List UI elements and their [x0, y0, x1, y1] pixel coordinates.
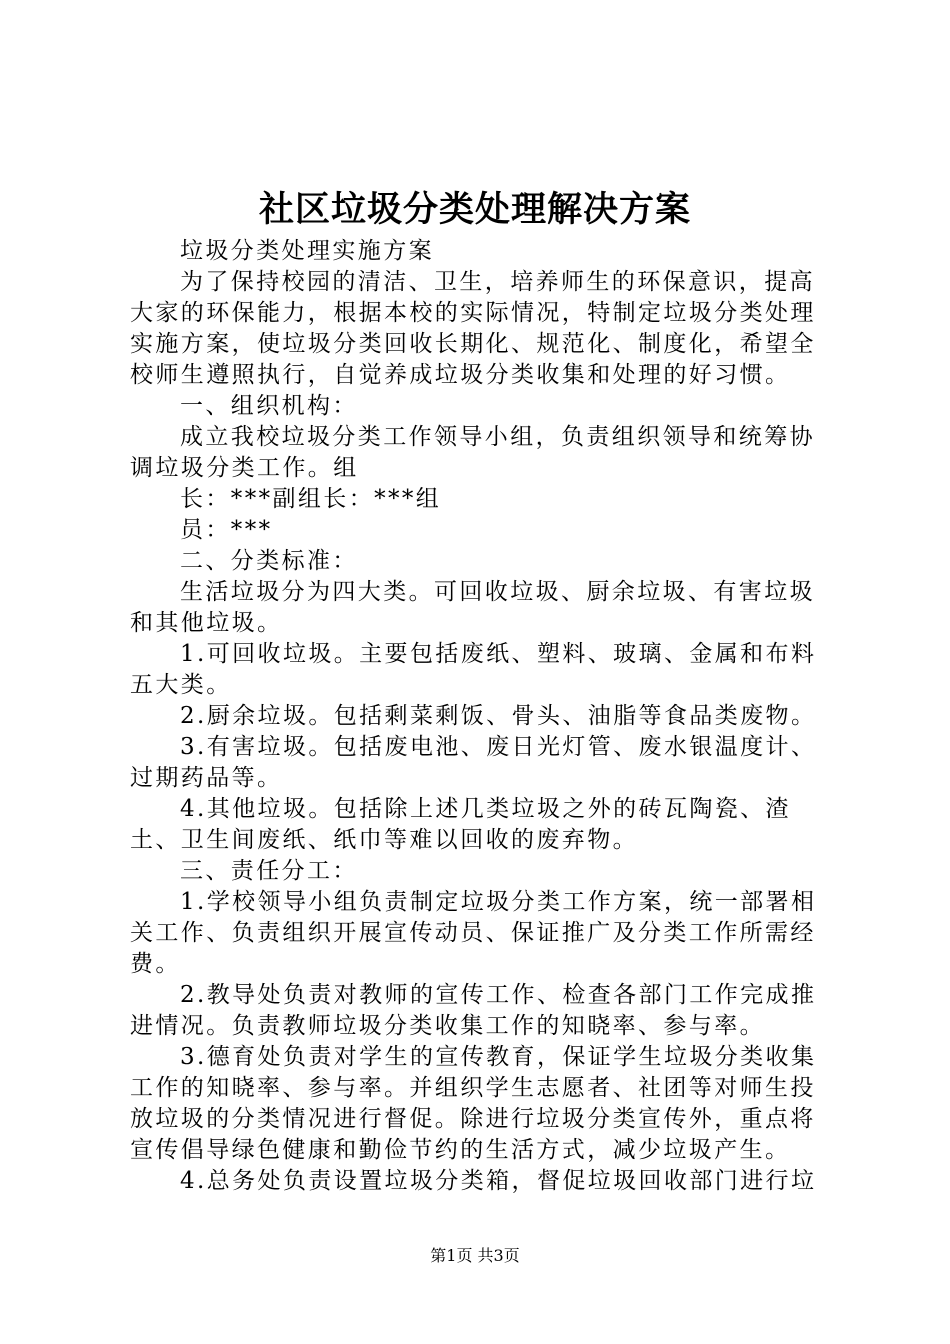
paragraph-organization: 成立我校垃圾分类工作领导小组，负责组织领导和统筹协调垃圾分类工作。组 [130, 424, 815, 481]
document-title: 社区垃圾分类处理解决方案 [258, 189, 691, 230]
paragraph-hazardous: 3.有害垃圾。包括废电池、废日光灯管、废水银温度计、过期药品等。 [130, 734, 817, 791]
paragraph-duty-4: 4.总务处负责设置垃圾分类箱，督促垃圾回收部门进行垃 [180, 1168, 817, 1194]
paragraph-kitchen: 2.厨余垃圾。包括剩菜剩饭、骨头、油脂等食品类废物。 [180, 703, 817, 729]
section-heading-standards: 二、分类标准： [180, 548, 358, 574]
paragraph-duty-3: 3.德育处负责对学生的宣传教育，保证学生垃圾分类收集工作的知晓率、参与率。并组织学生志愿者、社团等对师生投放垃圾的分类情况进行督促。除进行垃圾分类宣传外，重点将宣传倡导绿色健康和勤俭节约的生活方式，减少垃圾产生。 [130, 1044, 817, 1163]
paragraph-duty-1: 1.学校领导小组负责制定垃圾分类工作方案，统一部署相关工作、负责组织开展宣传动员、保证推广及分类工作所需经费。 [130, 889, 817, 977]
document-body [130, 236, 835, 1197]
paragraph-duty-2: 2.教导处负责对教师的宣传工作、检查各部门工作完成推进情况。负责教师垃圾分类收集工作的知晓率、参与率。 [130, 982, 817, 1039]
paragraph-leaders: 长：***副组长：***组 [180, 486, 442, 512]
paragraph-members: 员：*** [180, 517, 273, 543]
paragraph-intro: 为了保持校园的清洁、卫生，培养师生的环保意识，提高大家的环保能力，根据本校的实际情况，特制定垃圾分类处理实施方案，使垃圾分类回收长期化、规范化、制度化，希望全校师生遵照执行，自觉养成垃圾分类收集和处理的好习惯。 [130, 269, 816, 388]
page-number-footer: 第1页 共3页 [430, 1246, 520, 1265]
paragraph-other: 4.其他垃圾。包括除上述几类垃圾之外的砖瓦陶瓷、渣土、卫生间废纸、纸巾等难以回收的废弃物。 [130, 796, 791, 853]
section-heading-responsibility: 三、责任分工： [180, 858, 358, 884]
section-heading-organization: 一、组织机构： [180, 393, 358, 419]
paragraph-recyclable: 1.可回收垃圾。主要包括废纸、塑料、玻璃、金属和布料五大类。 [130, 641, 817, 698]
paragraph-subtitle: 垃圾分类处理实施方案 [180, 238, 434, 264]
paragraph-categories: 生活垃圾分为四大类。可回收垃圾、厨余垃圾、有害垃圾和其他垃圾。 [130, 579, 815, 636]
